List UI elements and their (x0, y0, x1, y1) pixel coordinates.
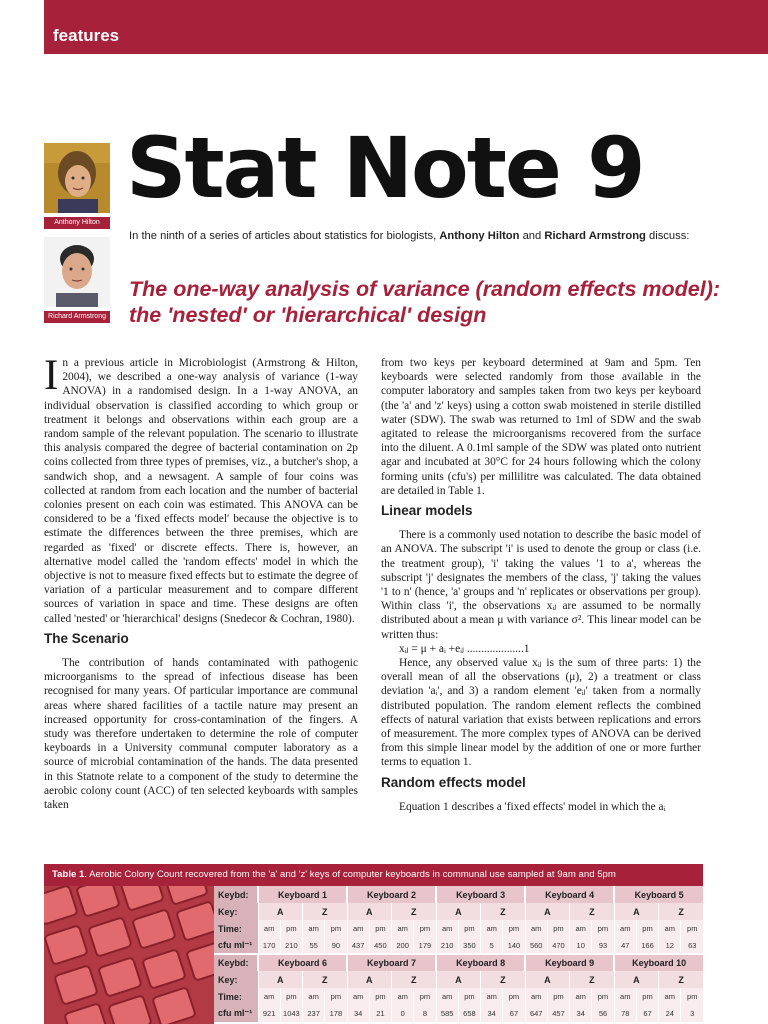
cfu-value-cell: 210 (436, 937, 458, 954)
keyboard-header: Keyboard 10 (614, 954, 703, 971)
acc-table (214, 886, 703, 1022)
key-cell: Z (481, 903, 526, 920)
time-cell: am (436, 988, 458, 1005)
time-cell: pm (636, 988, 658, 1005)
row-label-keybd: Keybd: (214, 954, 258, 971)
key-cell: A (258, 903, 303, 920)
time-cell: pm (280, 988, 302, 1005)
cfu-value-cell: 921 (258, 1005, 280, 1022)
cfu-value-cell: 67 (636, 1005, 658, 1022)
table-row-keyboards (214, 954, 703, 971)
time-cell: pm (592, 988, 614, 1005)
table-row-keys (214, 971, 703, 988)
paragraph-parts: Hence, any observed value xᵢⱼ is the sum of three parts: 1) the overall mean of all the observations (μ), 2) a treatment or class deviation 'aᵢ', and 3) a random element 'eᵢⱼ' taken from a normally distributed population. The random element reflects the combined effects of natural variation that exists between replications and errors of measurement. The more complex types of ANOVA can be derived from this simple linear model by the addition of one or more further terms to equation 1. (381, 657, 701, 769)
author-photo-anthony-hilton (44, 143, 110, 213)
cfu-value-cell: 55 (303, 937, 325, 954)
table-row-times (214, 988, 703, 1005)
cfu-value-cell: 170 (258, 937, 280, 954)
paragraph-intro-text: n a previous article in Microbiologist (Armstrong & Hilton, 2004), we described a one-way analysis of variance (1-way ANOVA) in a randomised design. In a 1-way ANOVA, an individual observation is classified according to which group or treatment it belongs and observations within each group are a random sample of the relevant population. The scenario to illustrate this analysis compared the degree of bacterial contamination on 2p coins collected from three types of premises, viz., a butcher's shop, a sandwich shop, and a newsagent. A sample of four coins was collected at random from each location and the number of bacterial colonies present on each coin was estimated. This ANOVA can be considered to be a 'fixed effects model' because the objective is to estimate the differences between the three premises, which are regarded as 'fixed' or discrete effects. There is, however, an alternative model called the 'random effects' model in which the objective is not to measure fixed effects but to estimate the degree of variation of a particular measurement and to compare different sources of variation in space and time. These designs are often called 'nested' or 'hierarchical' designs (Snedecor & Cochran, 1980). (44, 357, 358, 625)
time-cell: am (258, 920, 280, 937)
keyboard-header: Keyboard 1 (258, 886, 347, 903)
key-cell: A (614, 971, 659, 988)
cfu-value-cell: 178 (325, 1005, 347, 1022)
key-cell: A (347, 903, 392, 920)
time-cell: pm (547, 988, 569, 1005)
time-cell: pm (369, 920, 391, 937)
time-cell: pm (681, 920, 703, 937)
cfu-value-cell: 56 (592, 1005, 614, 1022)
time-cell: am (525, 920, 547, 937)
cfu-value-cell: 34 (481, 1005, 503, 1022)
key-cell: Z (303, 971, 348, 988)
cfu-value-cell: 5 (481, 937, 503, 954)
cfu-value-cell: 658 (458, 1005, 480, 1022)
time-cell: pm (681, 988, 703, 1005)
paragraph-notation: There is a commonly used notation to describe the basic model of an ANOVA. The subscript 'i' is used to denote the group or class (i.e. the treatment group), 'i' taking the values '1 to a', whereas the subscript 'j' designates the members of the class, 'j' taking the values '1 to n' (hence, 'a' groups and 'n' replicates or observations per group). Within class 'i', the observations xᵢⱼ are assumed to be normally distributed about a mean μ with variance σ². This linear model can be written thus: (381, 529, 701, 641)
right-column (381, 356, 701, 814)
time-cell: am (303, 988, 325, 1005)
table-row-keys (214, 903, 703, 920)
intro-line (129, 230, 749, 242)
keyboard-header: Keyboard 4 (525, 886, 614, 903)
key-cell: Z (303, 903, 348, 920)
cfu-value-cell: 210 (280, 937, 302, 954)
cfu-value-cell: 8 (414, 1005, 436, 1022)
keyboard-header: Keyboard 5 (614, 886, 703, 903)
time-cell: am (303, 920, 325, 937)
key-cell: A (347, 971, 392, 988)
table-label: Table 1 (52, 869, 85, 880)
heading-random-effects: Random effects model (381, 774, 526, 790)
time-cell: am (258, 988, 280, 1005)
time-cell: pm (414, 920, 436, 937)
cfu-value-cell: 457 (547, 1005, 569, 1022)
section-label: features (53, 26, 120, 45)
time-cell: pm (369, 988, 391, 1005)
equation-1: xᵢⱼ = μ + aᵢ +eᵢⱼ ....................1 (399, 642, 530, 655)
keyboard-header: Keyboard 3 (436, 886, 525, 903)
key-cell: A (525, 971, 570, 988)
time-cell: pm (325, 988, 347, 1005)
table-row-cfu (214, 1005, 703, 1022)
time-cell: am (570, 920, 592, 937)
table-caption (44, 864, 703, 886)
time-cell: pm (325, 920, 347, 937)
heading-scenario: The Scenario (44, 630, 129, 646)
key-cell: A (436, 971, 481, 988)
row-label-time: Time: (214, 920, 258, 937)
cfu-value-cell: 437 (347, 937, 369, 954)
cfu-value-cell: 34 (570, 1005, 592, 1022)
key-cell: Z (659, 903, 704, 920)
time-cell: pm (547, 920, 569, 937)
intro-author-1: Anthony Hilton (439, 230, 520, 242)
table-caption-text: . Aerobic Colony Count recovered from the 'a' and 'z' keys of computer keyboards in communal use sampled at 9am and 5pm (84, 869, 616, 880)
cfu-value-cell: 47 (614, 937, 636, 954)
cfu-value-cell: 0 (392, 1005, 414, 1022)
intro-author-2: Richard Armstrong (544, 230, 646, 242)
keyboard-photo (44, 886, 214, 1024)
cfu-value-cell: 585 (436, 1005, 458, 1022)
time-cell: am (392, 920, 414, 937)
key-cell: A (614, 903, 659, 920)
row-label-key: Key: (214, 903, 258, 920)
time-cell: am (659, 988, 681, 1005)
time-cell: pm (592, 920, 614, 937)
author-photo-richard-armstrong (44, 237, 110, 307)
cfu-value-cell: 90 (325, 937, 347, 954)
cfu-value-cell: 560 (525, 937, 547, 954)
intro-lead: In the ninth of a series of articles about statistics for biologists, (129, 230, 437, 242)
intro-tail: discuss: (649, 230, 690, 242)
left-column (44, 352, 358, 812)
paragraph-scenario: The contribution of hands contaminated with pathogenic microorganisms to the spread of infectious disease has been recognised for many years. Of particular importance are communal areas where shared facilities of a tactile nature may present an increased opportunity for cross-contamination of the fingers. A study was therefore undertaken to determine the role of computer keyboards in a University communal computer laboratory as a source of microbial contamination of the hands. The data presented in this Statnote relate to a component of the study to determine the aerobic colony count (ACC) of ten selected keyboards with samples taken (44, 657, 358, 812)
cfu-value-cell: 78 (614, 1005, 636, 1022)
key-cell: Z (570, 903, 615, 920)
time-cell: am (436, 920, 458, 937)
time-cell: am (659, 920, 681, 937)
article-subtitle: The one-way analysis of variance (random effects model): the 'nested' or 'hierarchical' design (129, 277, 721, 327)
row-label-cfu: cfu ml⁻¹ (214, 1005, 258, 1022)
cfu-value-cell: 3 (681, 1005, 703, 1022)
time-cell: am (614, 920, 636, 937)
cfu-value-cell: 10 (570, 937, 592, 954)
cfu-value-cell: 34 (347, 1005, 369, 1022)
time-cell: pm (636, 920, 658, 937)
cfu-value-cell: 350 (458, 937, 480, 954)
table-row-cfu (214, 937, 703, 954)
keyboard-header: Keyboard 9 (525, 954, 614, 971)
drop-cap: I (44, 352, 59, 399)
keyboard-header: Keyboard 7 (347, 954, 436, 971)
keyboard-header: Keyboard 8 (436, 954, 525, 971)
time-cell: pm (280, 920, 302, 937)
time-cell: pm (458, 988, 480, 1005)
keyboard-header: Keyboard 6 (258, 954, 347, 971)
cfu-value-cell: 12 (659, 937, 681, 954)
time-cell: pm (414, 988, 436, 1005)
cfu-value-cell: 93 (592, 937, 614, 954)
time-cell: pm (503, 920, 525, 937)
author-caption-richard-armstrong: Richard Armstrong (44, 311, 110, 323)
cfu-value-cell: 179 (414, 937, 436, 954)
cfu-value-cell: 1043 (280, 1005, 302, 1022)
cfu-value-cell: 166 (636, 937, 658, 954)
cfu-value-cell: 63 (681, 937, 703, 954)
key-cell: Z (481, 971, 526, 988)
time-cell: pm (503, 988, 525, 1005)
author-caption-anthony-hilton: Anthony Hilton (44, 217, 110, 229)
time-cell: am (614, 988, 636, 1005)
section-banner (44, 0, 768, 54)
time-cell: am (525, 988, 547, 1005)
time-cell: am (481, 920, 503, 937)
key-cell: Z (392, 903, 437, 920)
time-cell: am (481, 988, 503, 1005)
key-cell: A (525, 903, 570, 920)
cfu-value-cell: 450 (369, 937, 391, 954)
table-row-times (214, 920, 703, 937)
time-cell: am (570, 988, 592, 1005)
keyboard-header: Keyboard 2 (347, 886, 436, 903)
intro-and: and (522, 230, 542, 242)
key-cell: Z (392, 971, 437, 988)
article-title: Stat Note 9 (126, 119, 644, 217)
row-label-time: Time: (214, 988, 258, 1005)
row-label-cfu: cfu ml⁻¹ (214, 937, 258, 954)
key-cell: A (258, 971, 303, 988)
cfu-value-cell: 140 (503, 937, 525, 954)
cfu-value-cell: 200 (392, 937, 414, 954)
paragraph-method: from two keys per keyboard determined at 9am and 5pm. Ten keyboards were selected randomly from those available in the computer laboratory and samples taken from two keys per keyboard (the 'a' and 'z' keys) using a cotton swab moistened in sterile distilled water (SDW). The swab was returned to 1ml of SDW and the swab agitated to release the microorganisms recovered from the surface into the diluent. A 0.1ml sample of the SDW was plated onto nutrient agar and incubated at 30°C for 24 hours following which the colony forming units (cfu's) per millilitre was calculated. The data obtained are detailed in Table 1. (381, 357, 701, 497)
row-label-key: Key: (214, 971, 258, 988)
cfu-value-cell: 470 (547, 937, 569, 954)
time-cell: am (347, 920, 369, 937)
paragraph-intro (44, 352, 358, 626)
time-cell: am (347, 988, 369, 1005)
key-cell: Z (659, 971, 704, 988)
time-cell: am (392, 988, 414, 1005)
time-cell: pm (458, 920, 480, 937)
cfu-value-cell: 67 (503, 1005, 525, 1022)
cfu-value-cell: 237 (303, 1005, 325, 1022)
key-cell: Z (570, 971, 615, 988)
cfu-value-cell: 21 (369, 1005, 391, 1022)
cfu-value-cell: 24 (659, 1005, 681, 1022)
heading-linear-models: Linear models (381, 503, 473, 519)
table-row-keyboards (214, 886, 703, 903)
cfu-value-cell: 647 (525, 1005, 547, 1022)
row-label-keybd: Keybd: (214, 886, 258, 903)
paragraph-random-effects: Equation 1 describes a 'fixed effects' model in which the aᵢ (399, 800, 666, 813)
key-cell: A (436, 903, 481, 920)
